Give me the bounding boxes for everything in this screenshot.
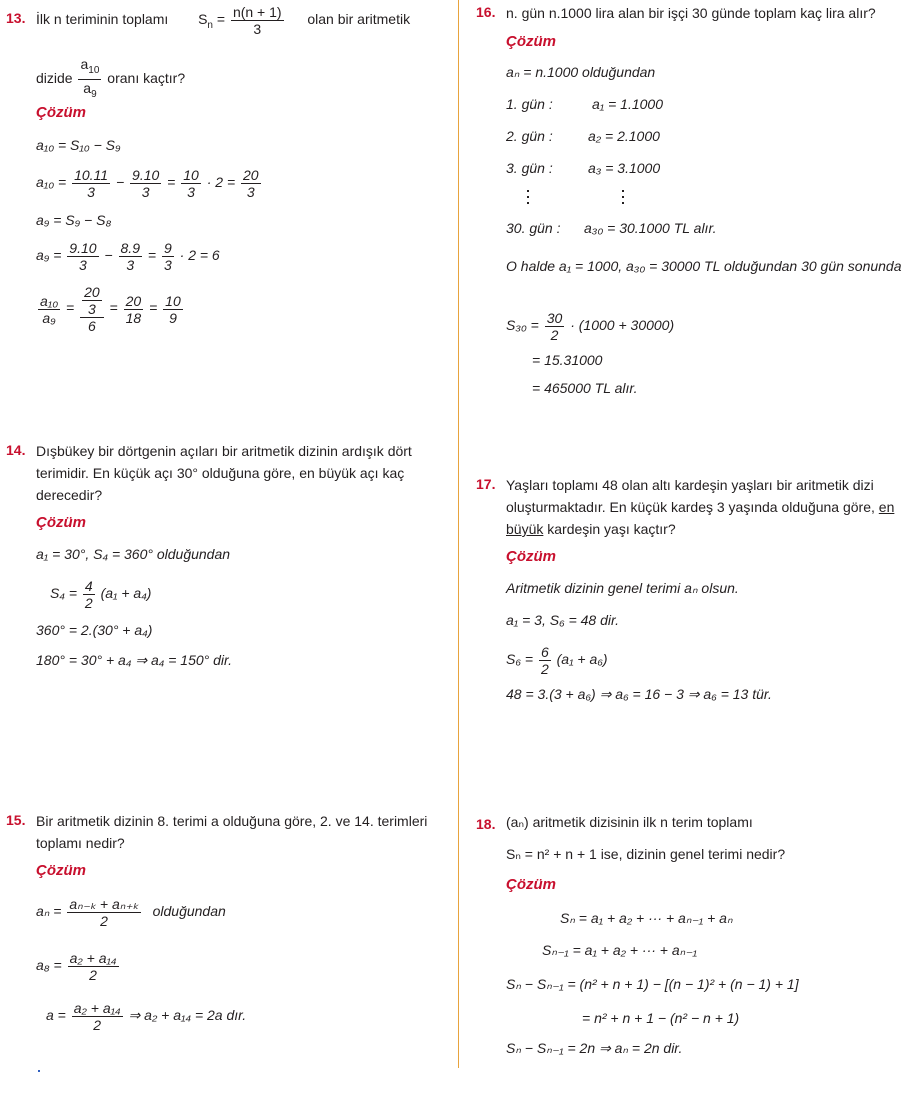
solution-label: Çözüm — [506, 548, 556, 565]
solution-line: a = $\frac{\text{a₂ + a₁₄}}{2}$ ⇒ a₂ + a₁₄ = 2a dır. — [46, 1000, 247, 1033]
solution-line: 3. gün : a₃ = 3.1000 — [506, 160, 661, 176]
solution-line: aₙ = $\frac{\text{aₙ₋ₖ + aₙ₊ₖ}}{2}$ olduğundan — [36, 896, 226, 929]
question-number: 15. — [6, 812, 26, 828]
question-text: (aₙ) aritmetik dizisinin ilk n terim toplamı — [506, 814, 753, 830]
question-text: Yaşları toplamı 48 olan altı kardeşin yaşları bir aritmetik dizi oluşturmaktadır. En küçük kardeş 3 yaşında olduğuna göre, en büyük kardeşin yaşı kaçtır? — [506, 477, 895, 537]
solution-line: S₆ = $\frac{6}{2}$ (a₁ + a₆) — [506, 644, 608, 677]
solution-line: 48 = 3.(3 + a₆) ⇒ a₆ = 16 − 3 ⇒ a₆ = 13 tür. — [506, 686, 772, 702]
solution-line: Sₙ = a₁ + a₂ + ··· + aₙ₋₁ + aₙ — [560, 910, 733, 926]
solution-line: a₈ = $\frac{\text{a₂ + a₁₄}}{2}$ — [36, 950, 117, 983]
solution-line: Aritmetik dizinin genel terimi aₙ olsun. — [506, 580, 739, 596]
solution-line: 30. gün : a₃₀ = 30.1000 TL alır. — [506, 220, 717, 236]
question-number: 16. — [476, 4, 496, 20]
solution-line: S₃₀ = $\frac{30}{2}$ · (1000 + 30000) — [506, 310, 675, 343]
solution-label: Çözüm — [506, 876, 556, 893]
question-text: Bir aritmetik dizinin 8. terimi a olduğuna göre, 2. ve 14. terimleri toplamı nedir? — [36, 813, 428, 851]
ellipsis-dot — [622, 202, 624, 204]
question-number: 18. — [476, 816, 496, 832]
solution-line: Sₙ − Sₙ₋₁ = 2n ⇒ aₙ = 2n dir. — [506, 1040, 683, 1056]
solution-label: Çözüm — [36, 862, 86, 879]
question-number: 17. — [476, 476, 496, 492]
ellipsis-dot — [622, 190, 624, 192]
solution-line: S₄ = $\frac{4}{2}$ (a₁ + a₄) — [50, 578, 152, 611]
question-text: İlk n teriminin toplamı $S_n$ = $\frac{n(n + 1)}{3}$ olan bir aritmetik — [36, 4, 411, 37]
solution-line: a₉ = S₉ − S₈ — [36, 212, 112, 228]
question-text-line2: Sₙ = n² + n + 1 ise, dizinin genel terimi nedir? — [506, 846, 786, 862]
solution-line: a₁₀ = $\frac{10.11}{3}$ − $\frac{9.10}{3}$ = $\frac{10}{3}$ · 2 = $\frac{20}{3}$ — [36, 167, 259, 200]
question-number: 14. — [6, 442, 26, 458]
solution-line: 180° = 30° + a₄ ⇒ a₄ = 150° dir. — [36, 652, 233, 668]
solution-label: Çözüm — [36, 104, 86, 121]
question-text: n. gün n.1000 lira alan bir işçi 30 günde toplam kaç lira alır? — [506, 5, 876, 21]
solution-line: a₁ = 30°, S₄ = 360° olduğundan — [36, 546, 231, 562]
ratio-fraction: $\frac{a_{10}}{a_9}$ — [80, 56, 100, 100]
solution-line: O halde a₁ = 1000, a₃₀ = 30000 TL olduğundan 30 gün sonunda — [506, 258, 902, 274]
column-divider — [458, 0, 459, 1068]
solution-line: 360° = 2.(30° + a₄) — [36, 622, 153, 638]
solution-line: 2. gün : a₂ = 2.1000 — [506, 128, 660, 144]
ellipsis-dot — [622, 196, 624, 198]
question-number: 13. — [6, 10, 26, 26]
solution-line: $\frac{\text{a₁₀}}{\text{a₉}}$ = $\frac{\frac{20}{3}}{6}$ = $\frac{20}{18}$ = $\frac{10}{9}$ — [40, 284, 181, 334]
solution-label: Çözüm — [36, 514, 86, 531]
solution-line: Sₙ − Sₙ₋₁ = (n² + n + 1) − [(n − 1)² + (n − 1) + 1] — [506, 976, 799, 992]
solution-line: Sₙ₋₁ = a₁ + a₂ + ··· + aₙ₋₁ — [542, 942, 698, 958]
question-text: Dışbükey bir dörtgenin açıları bir aritmetik dizinin ardışık dört terimidir. En küçük açı 30° olduğuna göre, en büyük açı kaç derecedir? — [36, 443, 412, 503]
ellipsis-dot — [527, 190, 529, 192]
solution-line: 1. gün : a₁ = 1.1000 — [506, 96, 663, 112]
solution-line: aₙ = n.1000 olduğundan — [506, 64, 656, 80]
solution-line: a₁₀ = S₁₀ − S₉ — [36, 137, 121, 153]
question-text-line2: dizide $\frac{a_{10}}{a_9}$ oranı kaçtır? — [36, 56, 185, 103]
stray-mark — [38, 1070, 40, 1072]
solution-line: = 15.31000 — [532, 352, 603, 368]
solution-line: = 465000 TL alır. — [532, 380, 638, 396]
solution-line: = n² + n + 1 − (n² − n + 1) — [582, 1010, 740, 1026]
solution-line: a₉ = $\frac{9.10}{3}$ − $\frac{8.9}{3}$ = $\frac{9}{3}$ · 2 = 6 — [36, 240, 220, 273]
solution-line: a₁ = 3, S₆ = 48 dir. — [506, 612, 620, 628]
ellipsis-dot — [527, 196, 529, 198]
solution-label: Çözüm — [506, 33, 556, 50]
ellipsis-dot — [527, 202, 529, 204]
fraction: $\frac{n(n + 1)}{3}$ — [232, 4, 282, 37]
